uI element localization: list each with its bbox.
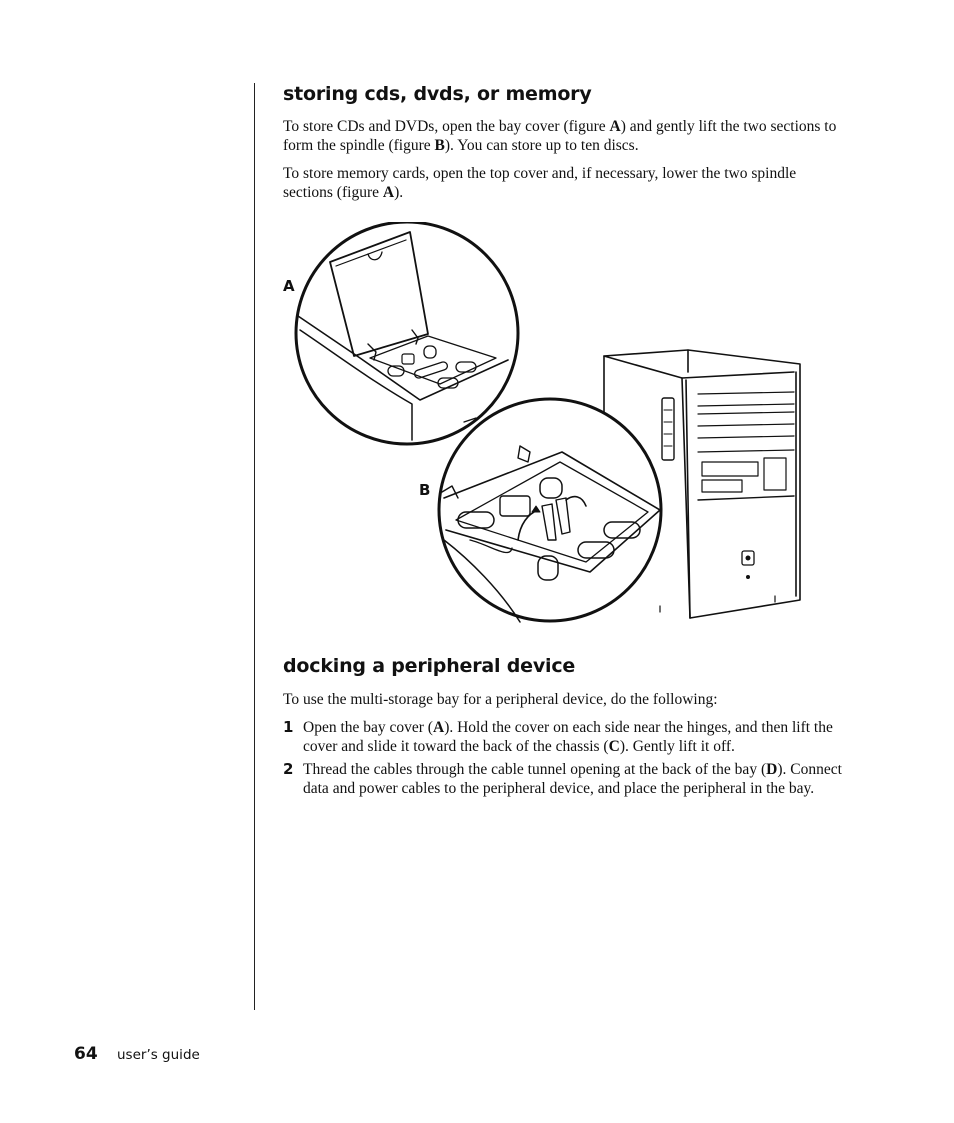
storage-bay-illustration xyxy=(290,222,810,627)
detail-circle-b xyxy=(439,399,661,622)
step-number: 2 xyxy=(283,760,294,778)
paragraph-docking-intro: To use the multi-storage bay for a peripheral device, do the following: xyxy=(283,691,718,708)
step-text: Thread the cables through the cable tunnel opening at the back of the bay (D). Connect data and power cables to the peripheral device, and place the peripheral in the bay. xyxy=(303,761,842,797)
detail-circle-a xyxy=(296,222,518,444)
figure-label-a: A xyxy=(283,277,295,295)
step-number: 1 xyxy=(283,718,294,736)
margin-rule xyxy=(254,83,255,1010)
step-text: Open the bay cover (A). Hold the cover on each side near the hinges, and then lift the cover and slide it toward the back of the chassis (C). Gently lift it off. xyxy=(303,719,833,755)
section-heading-storing: storing cds, dvds, or memory xyxy=(283,83,592,105)
page-number: 64 xyxy=(74,1044,98,1064)
footer-doc-title: user’s guide xyxy=(117,1047,200,1063)
paragraph-store-discs: To store CDs and DVDs, open the bay cover (figure A) and gently lift the two sections to form the spindle (figure B). You can store up to ten discs. xyxy=(283,118,837,154)
paragraph-store-memory: To store memory cards, open the top cover and, if necessary, lower the two spindle sections (figure A). xyxy=(283,165,797,201)
figure-label-b: B xyxy=(419,481,431,499)
section-heading-docking: docking a peripheral device xyxy=(283,655,576,677)
